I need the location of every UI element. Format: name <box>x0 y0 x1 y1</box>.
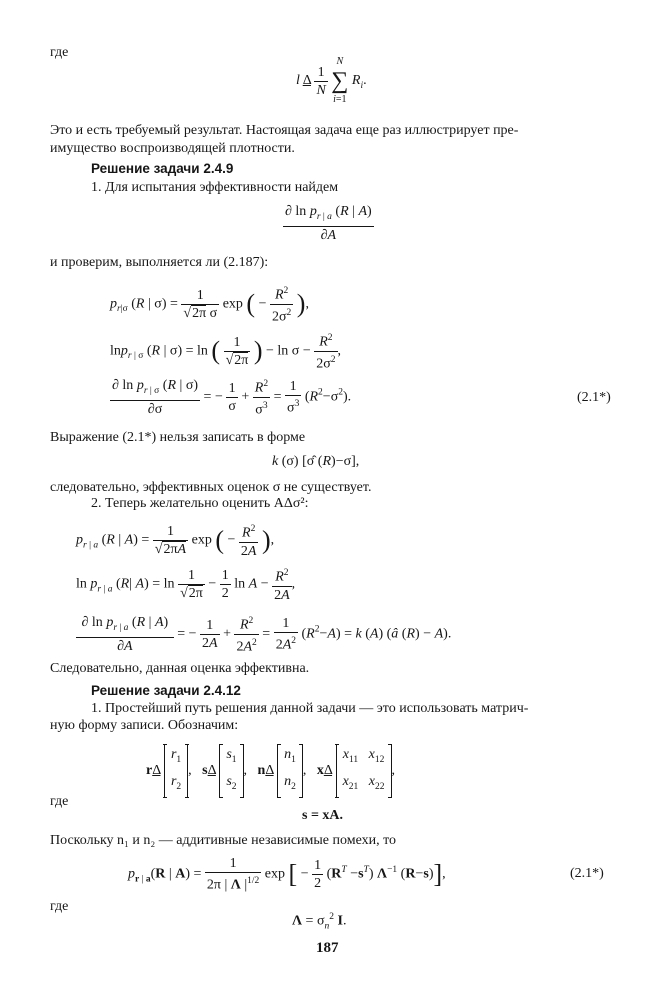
text-gde-3: где <box>50 899 69 914</box>
equation-l-mean: l Δ $\frac{1}{N}$ N ∑ i=1 $R_i$. <box>296 56 367 105</box>
equation-derivative-a-full: $\frac{\partial \ln p_{r | a} (R | A)}{\partial A}$ = − $\frac{1}{2A}$ + $\frac{R^2}{2A^2}$ = $\frac{1}{2A^2}$ $(R^2-A) = k$ (A) (â (R) − A). <box>78 614 452 655</box>
equation-lambda: $\Lambda = \sigma_n^2$ I. <box>292 912 347 932</box>
paragraph-no-efficient: следовательно, эффективных оценок σ не существует. <box>50 480 372 495</box>
paragraph-matrix-line1: 1. Простейший путь решения данной задачи — это использовать матрич- <box>91 701 529 716</box>
equation-form: k (σ) [σ̂ (R)−σ], <box>272 454 360 469</box>
paragraph-additive-noise: Поскольку n₁ и n₂ — аддитивные независимые помехи, то <box>50 833 397 848</box>
text-gde-2: где <box>50 794 69 809</box>
equation-number-1: (2.1*) <box>577 390 611 405</box>
paragraph-efficient: Следовательно, данная оценка эффективна. <box>50 661 310 676</box>
equation-multivariate-pdf: $p_{r | a}(R$ | A) = $\frac{1}{2\pi | \Lambda |^{1/2}}$ exp [ − $\frac{1}{2}$ $(R^T -s^T)$ $\Lambda^{-1}$ (R−s)], <box>128 856 446 893</box>
equation-matrix-definitions: rΔ $r_1$ $r_2$, sΔ $s_1$ $s_2$, nΔ $n_1$ $n_2$, xΔ $x_{11}$ $x_{12}$ $x_{21}$ $x_{22}$, <box>146 744 395 798</box>
paragraph-estimate: 2. Теперь желательно оценить AΔσ²: <box>91 496 309 511</box>
equation-log-pdf-a: $\ln p_{r | a}$ (R| A) = ln $\frac{1}{√2\pi}$ − $\frac{1}{2}$ ln A − $\frac{R^2}{2A}$ , <box>76 565 295 604</box>
paragraph-expression: Выражение (2.1*) нельзя записать в форме <box>50 430 306 445</box>
text-gde-top: где <box>50 45 69 60</box>
paragraph-check: и проверим, выполняется ли (2.187): <box>50 255 269 270</box>
equation-s-xa: s = xA. <box>302 808 344 823</box>
section-heading-2-4-9: Решение задачи 2.4.9 <box>91 161 234 176</box>
equation-number-2: (2.1*) <box>570 866 604 881</box>
section-heading-2-4-12: Решение задачи 2.4.12 <box>91 683 241 698</box>
page-number: 187 <box>316 940 339 956</box>
paragraph-result-line2: имущество воспроизводящей плотности. <box>50 141 295 156</box>
paragraph-matrix-line2: ную форму записи. Обозначим: <box>50 718 239 733</box>
equation-pdf-sigma: $p_{r|\sigma}$ (R | σ) = $\frac{1}{\text{√2π σ}}$ exp ( − $\frac{R^2}{2\sigma^2}$ ), <box>110 283 309 325</box>
equation-log-pdf-sigma: lnp$_{r | \sigma}$ (R | σ) = ln ( $\frac{1}{√2\pi}$ ) − ln σ − $\frac{R^2}{2\sigma^2}$ , <box>110 330 341 372</box>
paragraph-efficiency: 1. Для испытания эффективности найдем <box>91 180 339 195</box>
paragraph-result-line1: Это и есть требуемый результат. Настоящая задача еще раз иллюстрирует пре- <box>50 123 519 138</box>
equation-derivative-sigma: $\frac{\partial \ln p_{r | \sigma} (R | \sigma)}{\partial\sigma}$ = − $\frac{1}{\sigma}$ + $\frac{R^2}{\sigma^3}$ = $\frac{1}{\sigma^3}$ $(R^2-\sigma^2)$. <box>112 377 352 418</box>
equation-pdf-a: $p_{r | a}$ (R | A) = $\frac{1}{√2\pi A}$ exp ( − $\frac{R^2}{2A}$ ), <box>76 521 274 560</box>
equation-derivative-a: $\frac{\partial \ln p_{r | a} (R | A)}{\partial A}$ <box>285 204 372 243</box>
